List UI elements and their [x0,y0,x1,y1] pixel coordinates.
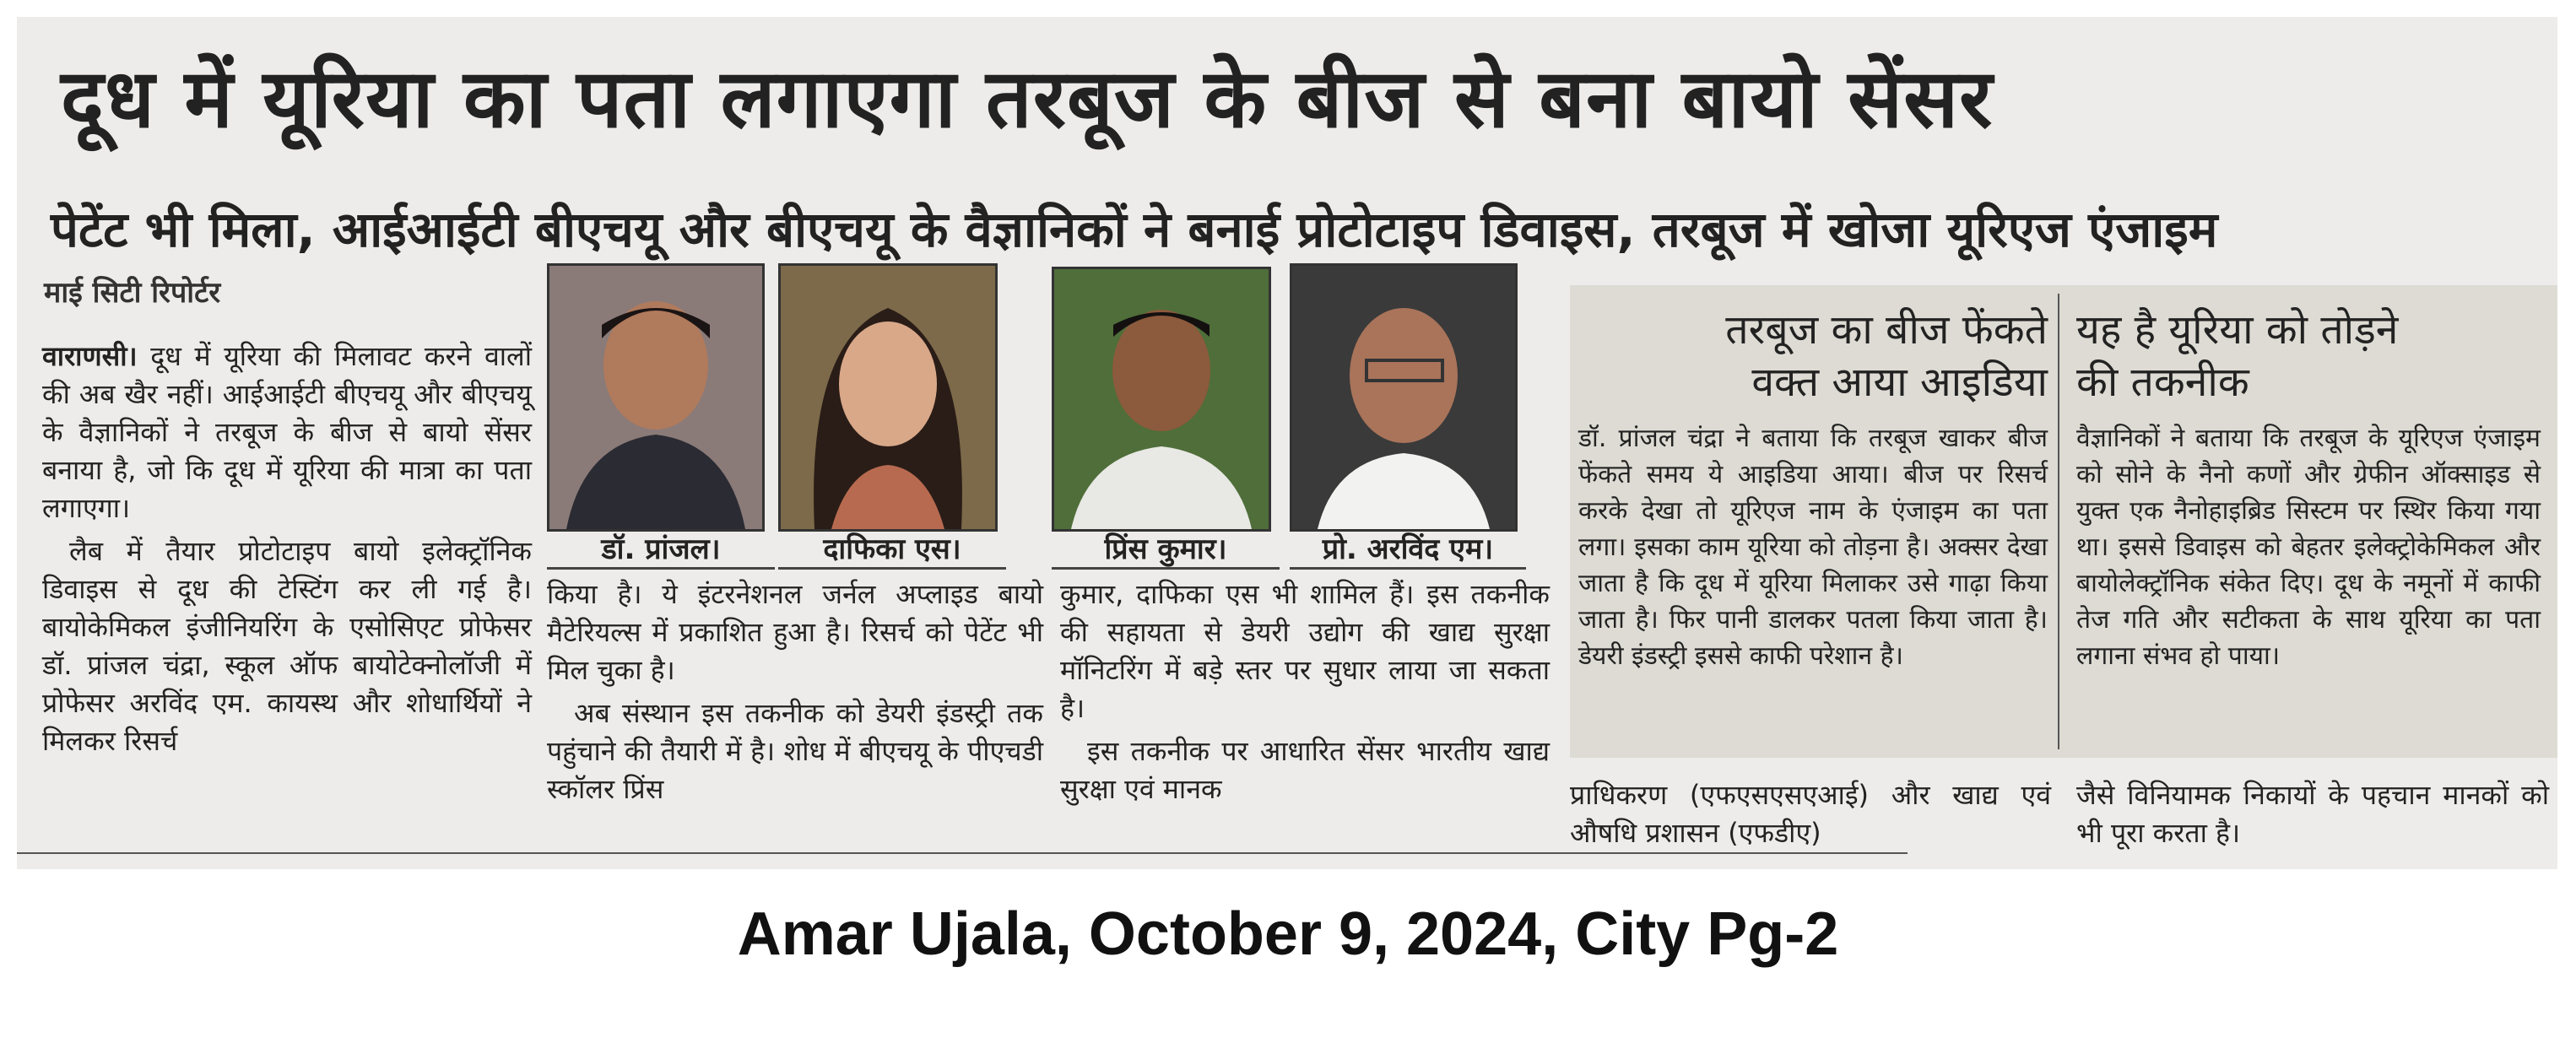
byline: माई सिटी रिपोर्टर [44,276,221,310]
column-1-paragraph-2: लैब में तैयार प्रोटोटाइप बायो इलेक्ट्रॉनिक डिवाइस से दूध की टेस्टिंग कर ली गई है। बायोकेमिकल इंजीनियरिंग के एसोसिएट प्रोफेसर डॉ. प्रांजल चंद्रा, स्कूल ऑफ बायोटेक्नोलॉजी में प्रोफेसर अरविंद एम. कायस्थ और शोधार्थियों ने मिलकर रिसर्च [42,535,532,757]
sidebar-1-heading: तरबूज का बीज फेंकते वक्त आया आइडिया [1725,306,2048,406]
photo-pranjal [547,263,765,532]
photo-prince [1052,267,1271,532]
headline: दूध में यूरिया का पता लगाएगा तरबूज के बीज से बना बायो सेंसर [61,51,1994,146]
dateline: वाराणसी। [42,340,138,372]
photo-daphika [778,263,998,532]
column-2-paragraph-2: अब संस्थान इस तकनीक को डेयरी इंडस्ट्री तक पहुंचाने की तैयारी में है। शोध में बीएचयू के पीएचडी स्कॉलर प्रिंस [547,697,1043,805]
bottom-rule [17,852,1908,854]
column-divider [2058,294,2059,749]
article-column-3 [1060,576,1550,813]
sidebar-box [1570,285,2557,758]
sidebar-1-text: डॉ. प्रांजल चंद्रा ने बताया कि तरबूज खाकर बीज फेंकते समय ये आइडिया आया। बीज पर रिसर्च करके देखा तो यूरिएज नाम के एंजाइम का पता लगा। इसका काम यूरिया को तोड़ना है। अक्सर देखा जाता है कि दूध में यूरिया मिलाकर उसे गाढ़ा किया जाता है। फिर पानी डालकर पतला किया जाता है। डेयरी इंडस्ट्री इससे काफी परेशान है। [1578,424,2048,671]
source-caption: Amar Ujala, October 9, 2024, City Pg-2 [737,900,1839,968]
column-2-paragraph-1: किया है। ये इंटरनेशनल जर्नल अप्लाइड बायो मैटेरियल्स में प्रकाशित हुआ है। रिसर्च को पेटेंट भी मिल चुका है। [547,578,1043,686]
portrait-image [1292,266,1515,529]
column-3-paragraph-2: इस तकनीक पर आधारित सेंसर भारतीय खाद्य सुरक्षा एवं मानक [1060,735,1550,805]
article-column-5: जैसे विनियामक निकायों के पहचान मानकों को भी पूरा करता है। [2076,779,2549,849]
photo-caption: दाफिका एस। [778,528,1006,570]
photo-arvind [1290,263,1518,532]
column-3-paragraph-1: कुमार, दाफिका एस भी शामिल हैं। इस तकनीक की सहायता से डेयरी उद्योग की खाद्य सुरक्षा मॉनिटरिंग में बड़े स्तर पर सुधार लाया जा सकता है। [1060,578,1550,724]
sidebar-2-heading: यह है यूरिया को तोड़ने की तकनीक [2076,306,2399,406]
photo-caption: प्रिंस कुमार। [1052,528,1280,570]
subheadline: पेटेंट भी मिला, आईआईटी बीएचयू और बीएचयू के वैज्ञानिकों ने बनाई प्रोटोटाइप डिवाइस, तरबूज में खोजा यूरिएज एंजाइम [51,201,2218,258]
portrait-image [1054,269,1269,529]
column-1-paragraph-1: दूध में यूरिया की मिलावट करने वालों की अब खैर नहीं। आईआईटी बीएचयू और बीएचयू के वैज्ञानिकों ने तरबूज के बीज से बायो सेंसर बनाया है, जो कि दूध में यूरिया की मात्रा का पता लगाएगा। [42,340,533,524]
newspaper-clipping [17,17,2557,869]
sidebar-2-text: वैज्ञानिकों ने बताया कि तरबूज के यूरिएज एंजाइम को सोने के नैनो कणों और ग्रेफीन ऑक्साइड से युक्त एक नैनोहाइब्रिड सिस्टम पर स्थिर किया गया था। इससे डिवाइस को बेहतर इलेक्ट्रोकेमिकल और बायोलेक्ट्रॉनिक संकेत दिए। दूध के नमूनों में काफी तेज गति और सटीकता के साथ यूरिया का पता लगाना संभव हो पाया। [2076,424,2541,671]
portrait-image [781,266,995,529]
photo-caption: डॉ. प्रांजल। [547,528,775,570]
article-column-2 [547,576,1043,813]
portrait-image [549,266,762,529]
article-column-4: प्राधिकरण (एफएसएसएआई) और खाद्य एवं औषधि प्रशासन (एफडीए) [1570,779,2051,849]
article-column-1 [42,338,532,765]
photo-caption: प्रो. अरविंद एम। [1290,528,1526,570]
